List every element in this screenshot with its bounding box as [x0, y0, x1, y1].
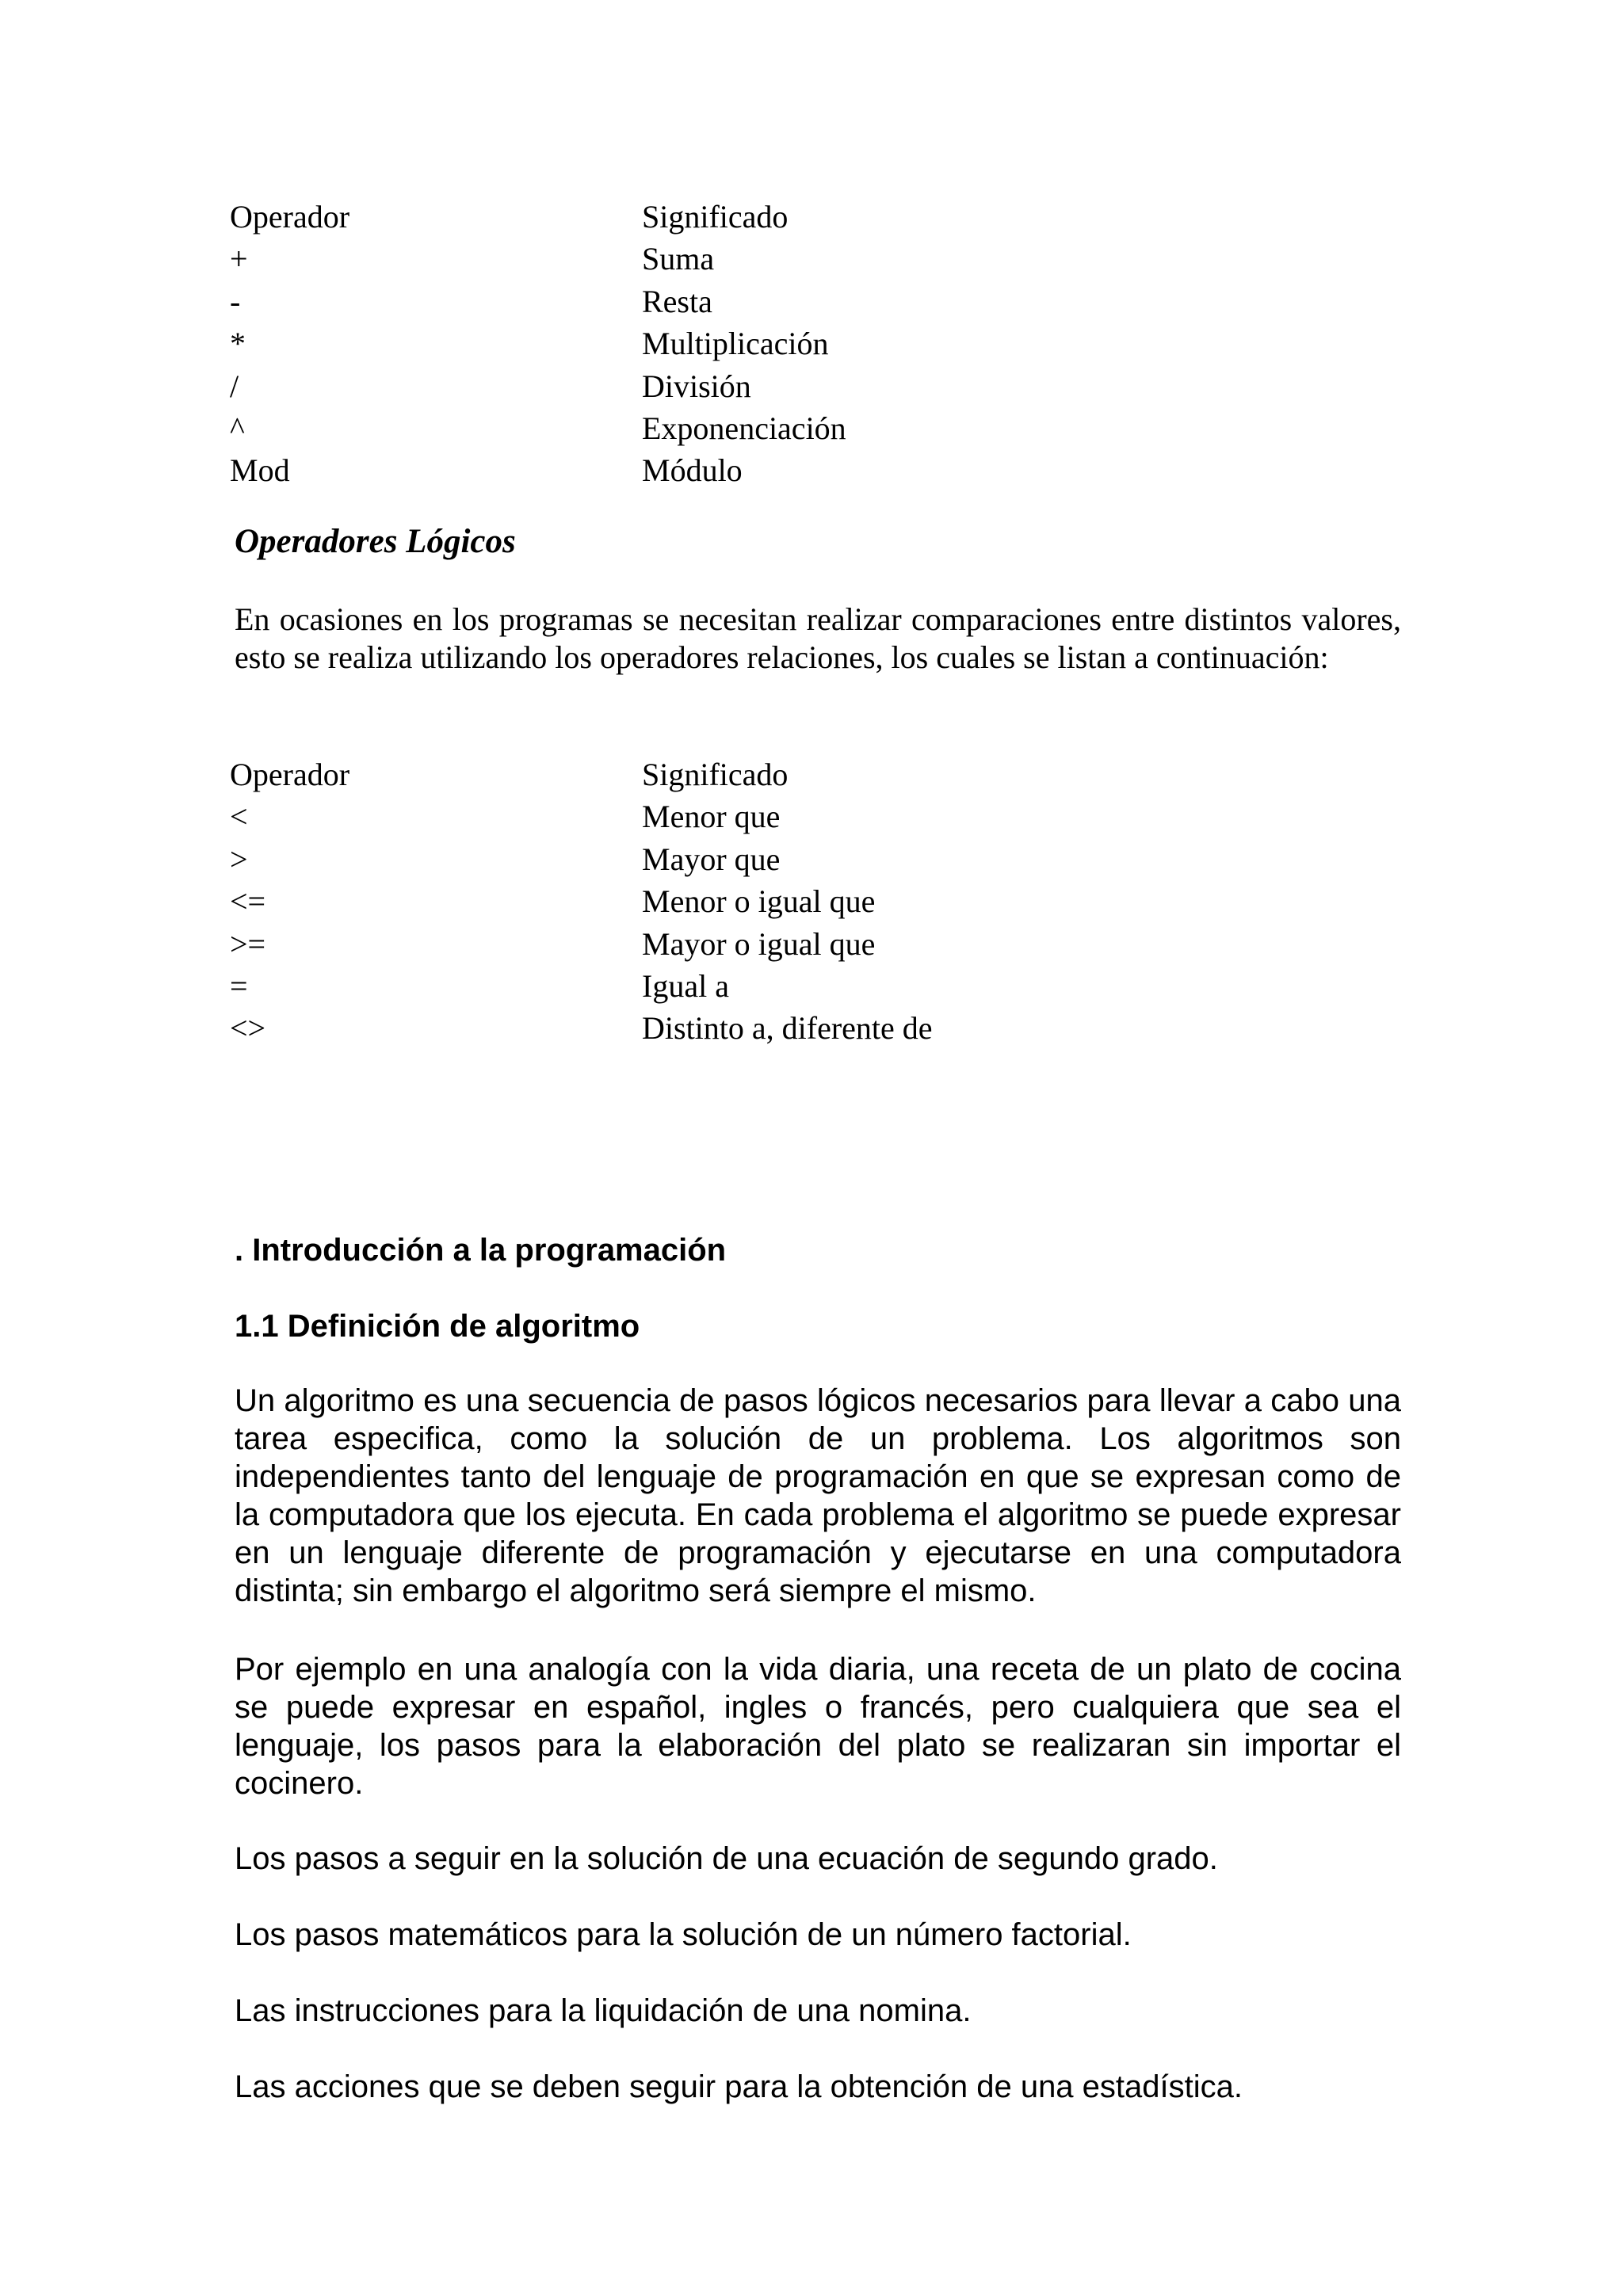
operator-symbol: +: [230, 241, 248, 277]
operator-meaning: Distinto a, diferente de: [642, 1010, 933, 1047]
operator-symbol: >: [230, 841, 248, 877]
table-row: [230, 365, 1022, 407]
operator-symbol: ^: [230, 410, 245, 446]
subsection-heading-algorithm-definition: 1.1 Definición de algoritmo: [235, 1309, 640, 1344]
table-row: [230, 449, 1022, 491]
operator-symbol: *: [230, 326, 246, 362]
table-header-row: [230, 753, 1022, 795]
operator-symbol: /: [230, 368, 239, 404]
operator-symbol: Mod: [230, 452, 290, 489]
operator-meaning: Mayor que: [642, 841, 781, 877]
operator-meaning: Mayor o igual que: [642, 925, 876, 962]
table-row: [230, 1007, 1022, 1049]
operator-meaning: Suma: [642, 241, 715, 277]
table-row: [230, 238, 1022, 280]
example-item: Las instrucciones para la liquidación de una nomina.: [235, 1993, 972, 2028]
operator-meaning: Igual a: [642, 967, 729, 1004]
arithmetic-operators-table: [230, 196, 1022, 492]
operator-meaning: Menor que: [642, 799, 781, 835]
operator-symbol: <: [230, 799, 248, 835]
column-header-operator: Operador: [230, 757, 350, 792]
column-header-meaning: Significado: [642, 757, 789, 792]
algorithm-analogy-paragraph: Por ejemplo en una analogía con la vida diaria, una receta de un plato de cocina se puede expresar en español, ingles o francés, pero cualquiera que sea el lenguaje, los pasos para la elaboración del plato se realizaran sin importar el cocinero.: [235, 1652, 1401, 1801]
example-item: Las acciones que se deben seguir para la obtención de una estadística.: [235, 2069, 1243, 2104]
table-row: [230, 280, 1022, 322]
operator-symbol: >=: [230, 925, 266, 962]
table-row: [230, 965, 1022, 1007]
operator-meaning: Módulo: [642, 452, 743, 489]
column-header-meaning: Significado: [642, 199, 789, 235]
operator-symbol: <=: [230, 883, 266, 920]
table-header-row: [230, 196, 1022, 238]
operator-meaning: División: [642, 368, 751, 404]
relational-operators-table: [230, 753, 1022, 1050]
column-header-operator: Operador: [230, 199, 350, 235]
operator-symbol: -: [230, 283, 241, 319]
table-row: [230, 838, 1022, 880]
operator-symbol: =: [230, 967, 248, 1004]
table-row: [230, 795, 1022, 837]
example-item: Los pasos a seguir en la solución de una ecuación de segundo grado.: [235, 1841, 1218, 1876]
algorithm-definition-paragraph: Un algoritmo es una secuencia de pasos lógicos necesarios para llevar a cabo una tarea especifica, como la solución de un problema. Los algoritmos son independientes tanto del lenguaje de programación en que se expresan como de la computadora que los ejecuta. En cada problema el algoritmo se puede expresar en un lenguaje diferente de programación y ejecutarse en una computadora distinta; sin embargo el algoritmo será siempre el mismo.: [235, 1383, 1401, 1608]
logical-operators-paragraph: En ocasiones en los programas se necesitan realizar comparaciones entre distintos valores, esto se realiza utilizando los operadores relaciones, los cuales se listan a continuación:: [235, 601, 1401, 675]
table-row: [230, 880, 1022, 922]
operator-meaning: Menor o igual que: [642, 883, 876, 920]
table-row: [230, 407, 1022, 449]
operator-meaning: Multiplicación: [642, 326, 829, 362]
section-heading-introduction: . Introducción a la programación: [235, 1233, 727, 1268]
table-row: [230, 923, 1022, 965]
section-heading-logical-operators: Operadores Lógicos: [235, 523, 516, 560]
operator-meaning: Exponenciación: [642, 410, 846, 446]
operator-symbol: <>: [230, 1010, 266, 1047]
table-row: [230, 322, 1022, 364]
example-item: Los pasos matemáticos para la solución de un número factorial.: [235, 1917, 1132, 1952]
operator-meaning: Resta: [642, 283, 712, 319]
